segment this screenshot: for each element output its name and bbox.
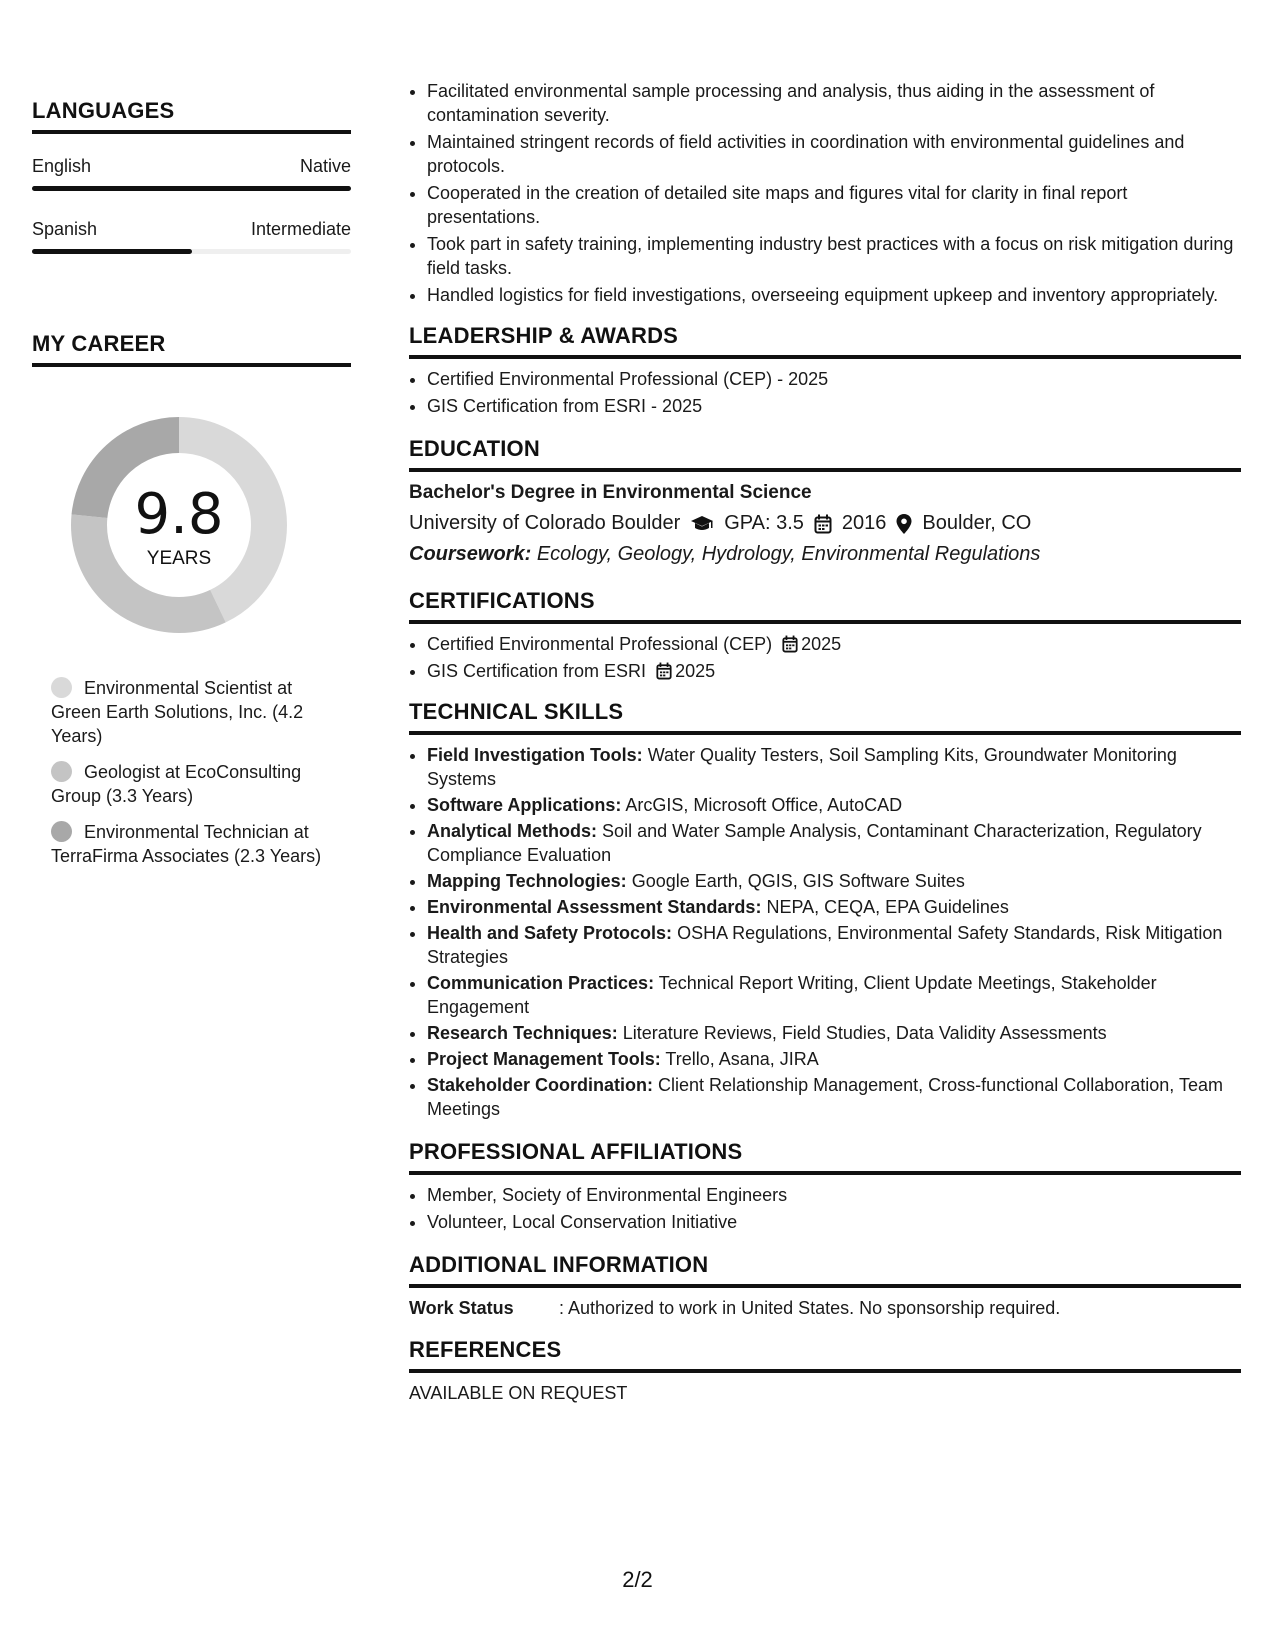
- skill-label: Research Techniques:: [427, 1023, 618, 1043]
- experience-bullet: • Cooperated in the creation of detailed site maps and figures vital for clarity in final report presentations.: [427, 181, 1241, 229]
- certification-name: GIS Certification from ESRI: [427, 661, 647, 681]
- skill-item: [427, 819, 1241, 867]
- skill-label: Analytical Methods:: [427, 821, 598, 841]
- skills-heading: TECHNICAL SKILLS: [409, 699, 624, 724]
- experience-bullet: • Took part in safety training, implementing industry best practices with a focus on risk mitigation during field tasks.: [427, 232, 1241, 280]
- career-total-unit: YEARS: [146, 548, 212, 569]
- skill-label: Communication Practices:: [427, 973, 655, 993]
- additional-section: [409, 1252, 1241, 1319]
- certifications-list: [409, 632, 1241, 683]
- section-rule: [409, 620, 1241, 624]
- leadership-item: • Certified Environmental Professional (CEP) - 2025: [427, 367, 1241, 391]
- education-coursework: [409, 543, 1241, 566]
- language-proficiency-bar: [32, 186, 351, 191]
- skill-item: [427, 869, 1241, 893]
- skill-value: Technical Report Writing, Client Update Meetings, Stakeholder Engagement: [427, 973, 1157, 1017]
- languages-heading: LANGUAGES: [32, 98, 175, 123]
- affiliations-section: [409, 1139, 1241, 1234]
- legend-dot-icon: [51, 821, 72, 842]
- skill-value: Literature Reviews, Field Studies, Data Validity Assessments: [622, 1023, 1107, 1043]
- language-proficiency-fill: [32, 249, 192, 254]
- language-name: Spanish: [32, 219, 98, 239]
- skills-section: [409, 699, 1241, 1121]
- calendar-icon: [814, 514, 832, 534]
- certification-name: Certified Environmental Professional (CEP): [427, 634, 773, 654]
- graduation-cap-icon: [690, 515, 714, 533]
- languages-heading-rule: [32, 130, 351, 134]
- references-section: [409, 1337, 1241, 1404]
- work-status-row: [409, 1298, 1241, 1319]
- skill-value: Client Relationship Management, Cross-functional Collaboration, Team Meetings: [427, 1075, 1223, 1119]
- legend-dot-icon: [51, 677, 72, 698]
- section-rule: [409, 468, 1241, 472]
- skill-item: [427, 1047, 1241, 1071]
- experience-bullet: • Maintained stringent records of field activities in coordination with environmental guidelines and protocols.: [427, 130, 1241, 178]
- skill-label: Health and Safety Protocols:: [427, 923, 673, 943]
- certification-year: 2025: [801, 634, 842, 654]
- language-item: [32, 156, 351, 191]
- affiliations-list: [409, 1183, 1241, 1234]
- affiliation-item: • Volunteer, Local Conservation Initiative: [427, 1210, 1241, 1234]
- additional-heading: ADDITIONAL INFORMATION: [409, 1252, 709, 1277]
- skills-list: [409, 743, 1241, 1121]
- work-status-label: Work Status: [409, 1298, 514, 1318]
- skill-label: Environmental Assessment Standards:: [427, 897, 762, 917]
- calendar-icon: [656, 662, 672, 680]
- certifications-heading: CERTIFICATIONS: [409, 588, 595, 613]
- experience-bullet: • Handled logistics for field investigations, overseeing equipment upkeep and inventory appropriately.: [427, 283, 1241, 307]
- leadership-section: [409, 323, 1241, 418]
- language-name: English: [32, 156, 92, 176]
- section-rule: [409, 731, 1241, 735]
- career-heading-rule: [32, 363, 351, 367]
- language-level: Intermediate: [250, 219, 351, 239]
- career-legend-item: [51, 676, 331, 748]
- section-rule: [409, 1369, 1241, 1373]
- affiliation-item: • Member, Society of Environmental Engineers: [427, 1183, 1241, 1207]
- education-location: Boulder, CO: [922, 512, 1032, 534]
- education-year: 2016: [841, 512, 887, 534]
- skill-label: Field Investigation Tools:: [427, 745, 643, 765]
- skill-value: Trello, Asana, JIRA: [665, 1049, 819, 1069]
- work-status-value: : Authorized to work in United States. No sponsorship required.: [559, 1298, 1061, 1318]
- skill-label: Stakeholder Coordination:: [427, 1075, 654, 1095]
- coursework-value: Ecology, Geology, Hydrology, Environmental Regulations: [536, 543, 1041, 565]
- location-pin-icon: [896, 514, 912, 534]
- career-donut-center: [64, 410, 294, 640]
- section-rule: [409, 1284, 1241, 1288]
- certification-year: 2025: [675, 661, 716, 681]
- skill-value: ArcGIS, Microsoft Office, AutoCAD: [625, 795, 903, 815]
- skill-item: [427, 921, 1241, 969]
- skill-item: [427, 1021, 1241, 1045]
- language-level: Native: [299, 156, 351, 176]
- education-gpa: GPA: 3.5: [724, 512, 804, 534]
- leadership-heading: LEADERSHIP & AWARDS: [409, 323, 679, 348]
- career-total-years: 9.8: [134, 482, 224, 547]
- right-column: [409, 79, 1241, 1404]
- skill-item: [427, 971, 1241, 1019]
- section-rule: [409, 1171, 1241, 1175]
- education-degree: Bachelor's Degree in Environmental Science: [409, 482, 812, 503]
- certification-item: [427, 632, 1241, 656]
- career-donut-chart: [64, 410, 294, 640]
- languages-section: [32, 98, 351, 254]
- language-item: [32, 219, 351, 254]
- skill-label: Project Management Tools:: [427, 1049, 661, 1069]
- affiliations-heading: PROFESSIONAL AFFILIATIONS: [409, 1139, 743, 1164]
- skill-item: [427, 1073, 1241, 1121]
- references-heading: REFERENCES: [409, 1337, 562, 1362]
- calendar-icon: [782, 635, 798, 653]
- language-proficiency-bar: [32, 249, 351, 254]
- education-school: University of Colorado Boulder: [409, 512, 681, 534]
- skill-label: Mapping Technologies:: [427, 871, 627, 891]
- certification-item: [427, 659, 1241, 683]
- language-proficiency-fill: [32, 186, 351, 191]
- experience-bullet: • Facilitated environmental sample processing and analysis, thus aiding in the assessment of contamination severity.: [427, 79, 1241, 127]
- career-legend-label: Geologist at EcoConsulting Group (3.3 Years): [51, 762, 302, 806]
- experience-bullets: [409, 79, 1241, 307]
- page-number: 2/2: [622, 1567, 653, 1592]
- career-legend-item: [51, 820, 331, 868]
- education-heading: EDUCATION: [409, 436, 540, 461]
- certifications-section: [409, 588, 1241, 683]
- skill-item: [427, 743, 1241, 791]
- section-rule: [409, 355, 1241, 359]
- left-column: [32, 98, 351, 880]
- skill-item: [427, 895, 1241, 919]
- career-legend: [51, 676, 331, 868]
- leadership-list: [409, 367, 1241, 418]
- skill-value: Google Earth, QGIS, GIS Software Suites: [631, 871, 965, 891]
- career-legend-item: [51, 760, 331, 808]
- skill-value: NEPA, CEQA, EPA Guidelines: [766, 897, 1009, 917]
- education-details: [409, 512, 1241, 535]
- skill-value: Water Quality Testers, Soil Sampling Kits, Groundwater Monitoring Systems: [427, 745, 1177, 789]
- legend-dot-icon: [51, 761, 72, 782]
- career-legend-label: Environmental Scientist at Green Earth Solutions, Inc. (4.2 Years): [51, 678, 304, 746]
- skill-label: Software Applications:: [427, 795, 622, 815]
- skill-value: Soil and Water Sample Analysis, Contaminant Characterization, Regulatory Compliance Evaluation: [427, 821, 1202, 865]
- career-section: [32, 331, 351, 868]
- references-text: AVAILABLE ON REQUEST: [409, 1383, 628, 1403]
- skill-item: [427, 793, 1241, 817]
- career-heading: MY CAREER: [32, 331, 166, 356]
- education-section: [409, 436, 1241, 566]
- career-legend-label: Environmental Technician at TerraFirma Associates (2.3 Years): [51, 822, 322, 866]
- leadership-item: • GIS Certification from ESRI - 2025: [427, 394, 1241, 418]
- coursework-label: Coursework:: [409, 543, 532, 565]
- skill-value: OSHA Regulations, Environmental Safety Standards, Risk Mitigation Strategies: [427, 923, 1223, 967]
